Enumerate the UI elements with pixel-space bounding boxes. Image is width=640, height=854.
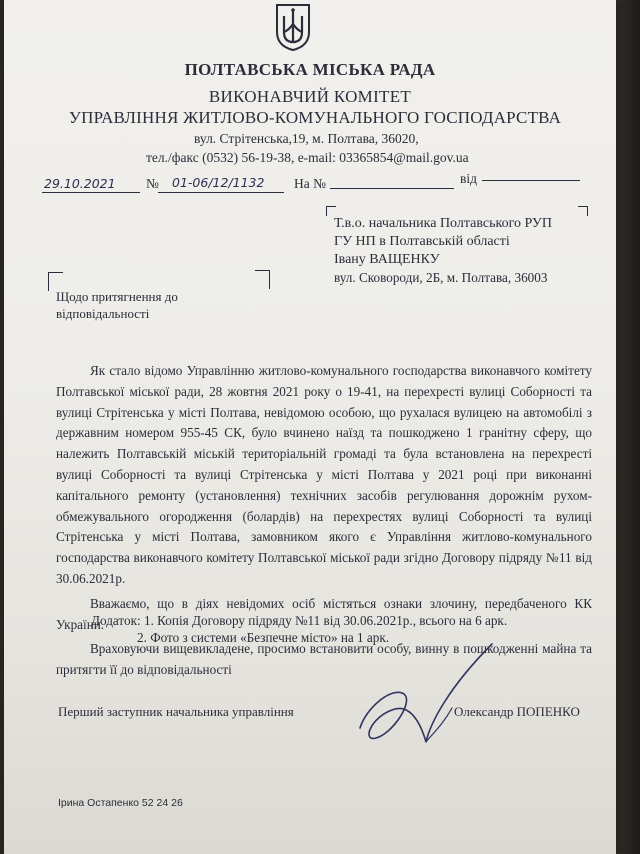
ref-label: На № [294,176,326,191]
recipient-bracket-left [326,206,336,216]
reg-number: 01-06/12/1132 [172,175,265,190]
letter-page [4,0,616,854]
subject-line-1: Щодо притягнення до [56,289,178,304]
department-name: УПРАВЛІННЯ ЖИТЛОВО-КОМУНАЛЬНОГО ГОСПОДАРСТВА [68,108,562,127]
recipient-line-2: ГУ НП в Полтавській області [334,234,510,249]
coat-of-arms-icon [273,2,313,52]
signatory-position: Перший заступник начальника управління [58,704,294,719]
subject-bracket-right [255,270,270,289]
body-paragraph-2: Вважаємо, що в діях невідомих осіб містяться ознаки злочину, передбаченого КК України. [56,595,592,632]
date-underline [42,192,140,193]
recipient-line-3: Івану ВАЩЕНКУ [334,252,440,267]
subject-line-2: відповідальності [56,306,150,321]
reg-number-label: № [146,176,159,191]
handwritten-signature [352,638,502,748]
recipient-bracket-right [578,206,588,216]
signatory-name: Олександр ПОПЕНКО [454,704,580,719]
org-contacts: тел./факс (0532) 56-19-38, e-mail: 03365854@mail.gov.ua [146,150,469,165]
org-name: ПОЛТАВСЬКА МІСЬКА РАДА [184,60,436,79]
body-paragraph-1: Як стало відомо Управлінню житлово-комунального господарства виконавчого комітету Полтавської міської ради, 28 жовтня 2021 року о 19-41, на перехресті вулиці Соборності та вулиці Стрітенська у місті Полтава, невідомою особою, що рухалася вулицею на автомобілі з державним номером 955-45 СК, було вчинено наїзд та пошкоджено 1 гранітну сферу, що належить Полтавській міській територіальній громаді та була встановлена на перехресті вулиці Соборності та вулиці Стрітенська у місті Полтава у 2021 році при виконанні капітального ремонту (установлення) технічних засобів регулювання дорожнім рухом- обмежувального огородження (болардів) на перехрестях вулиці Соборності та вулиці Стрітенська у місті Полтава, замовником якого є Управління житлово-комунального господарства виконавчого комітету Полтавської міської ради згідно Договору підряду №11 від 30.06.2021р. [56,363,592,586]
attachment-item-2: 2. Фото з системи «Безпечне місто» на 1 арк. [137,630,390,645]
ref-date-underline [482,180,580,181]
executor-info: Ірина Остапенко 52 24 26 [58,797,183,809]
recipient-line-1: Т.в.о. начальника Полтавського РУП [334,216,552,231]
recipient-line-4: вул. Сковороди, 2Б, м. Полтава, 36003 [334,270,548,285]
attachment-item-1: Додаток: 1. Копія Договору підряду №11 від 30.06.2021р., всього на 6 арк. [91,613,508,628]
body-paragraph-3: Враховуючи вищевикладене, просимо встановити особу, винну в пошкодженні майна та притягти її до відповідальності [56,641,592,678]
reg-date: 29.10.2021 [44,176,116,191]
committee-name: ВИКОНАВЧИЙ КОМІТЕТ [208,87,412,106]
ref-underline [330,188,454,189]
ref-from-label: від [460,171,477,186]
org-address: вул. Стрітенська,19, м. Полтава, 36020, [194,131,419,146]
number-underline [158,192,284,193]
